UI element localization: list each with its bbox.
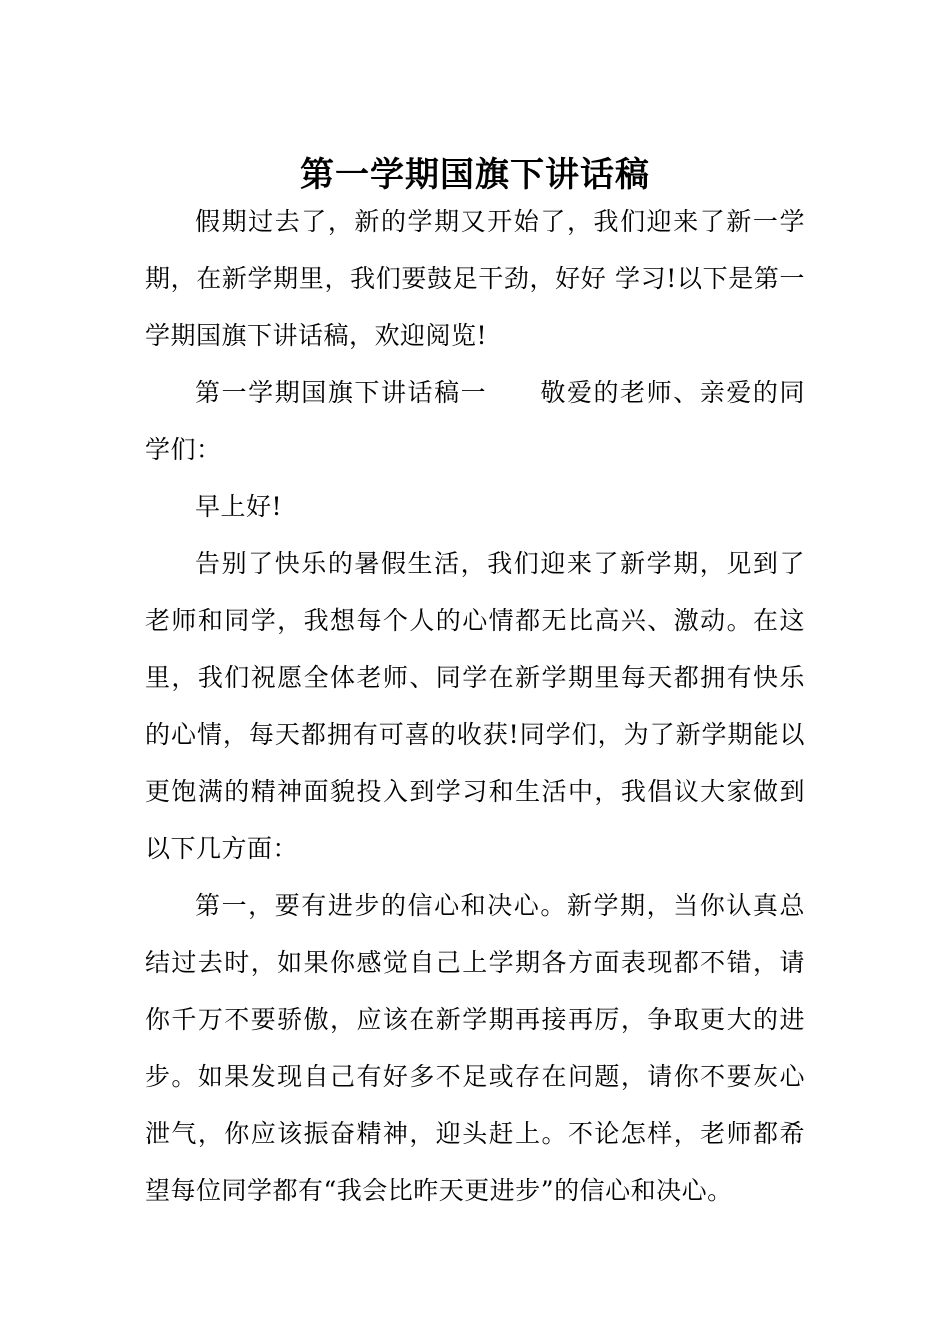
- document-body: [145, 193, 805, 1219]
- document-title: 第一学期国旗下讲话稿: [300, 154, 650, 195]
- paragraph-new-term: 告别了快乐的暑假生活，我们迎来了新学期，见到了老师和同学，我想每个人的心情都无比高兴、激动。在这里，我们祝愿全体老师、同学在新学期里每天都拥有快乐的心情，每天都拥有可喜的收获!同学们，为了新学期能以更饱满的精神面貌投入到学习和生活中，我倡议大家做到以下几方面：: [145, 549, 805, 863]
- paragraph-point-one: 第一，要有进步的信心和决心。新学期，当你认真总结过去时，如果你感觉自己上学期各方面表现都不错，请你千万不要骄傲，应该在新学期再接再厉，争取更大的进步。如果发现自己有好多不足或存在问题，请你不要灰心泄气，你应该振奋精神，迎头赶上。不论怎样，老师都希望每位同学都有“我会比昨天更进步”的信心和决心。: [145, 891, 805, 1205]
- paragraph-greeting: 早上好!: [195, 492, 283, 521]
- paragraph-salutation: 第一学期国旗下讲话稿一 敬爱的老师、亲爱的同学们：: [145, 378, 805, 464]
- paragraph-intro: 假期过去了，新的学期又开始了，我们迎来了新一学期，在新学期里，我们要鼓足干劲，好好 学习!以下是第一学期国旗下讲话稿，欢迎阅览!: [145, 207, 805, 350]
